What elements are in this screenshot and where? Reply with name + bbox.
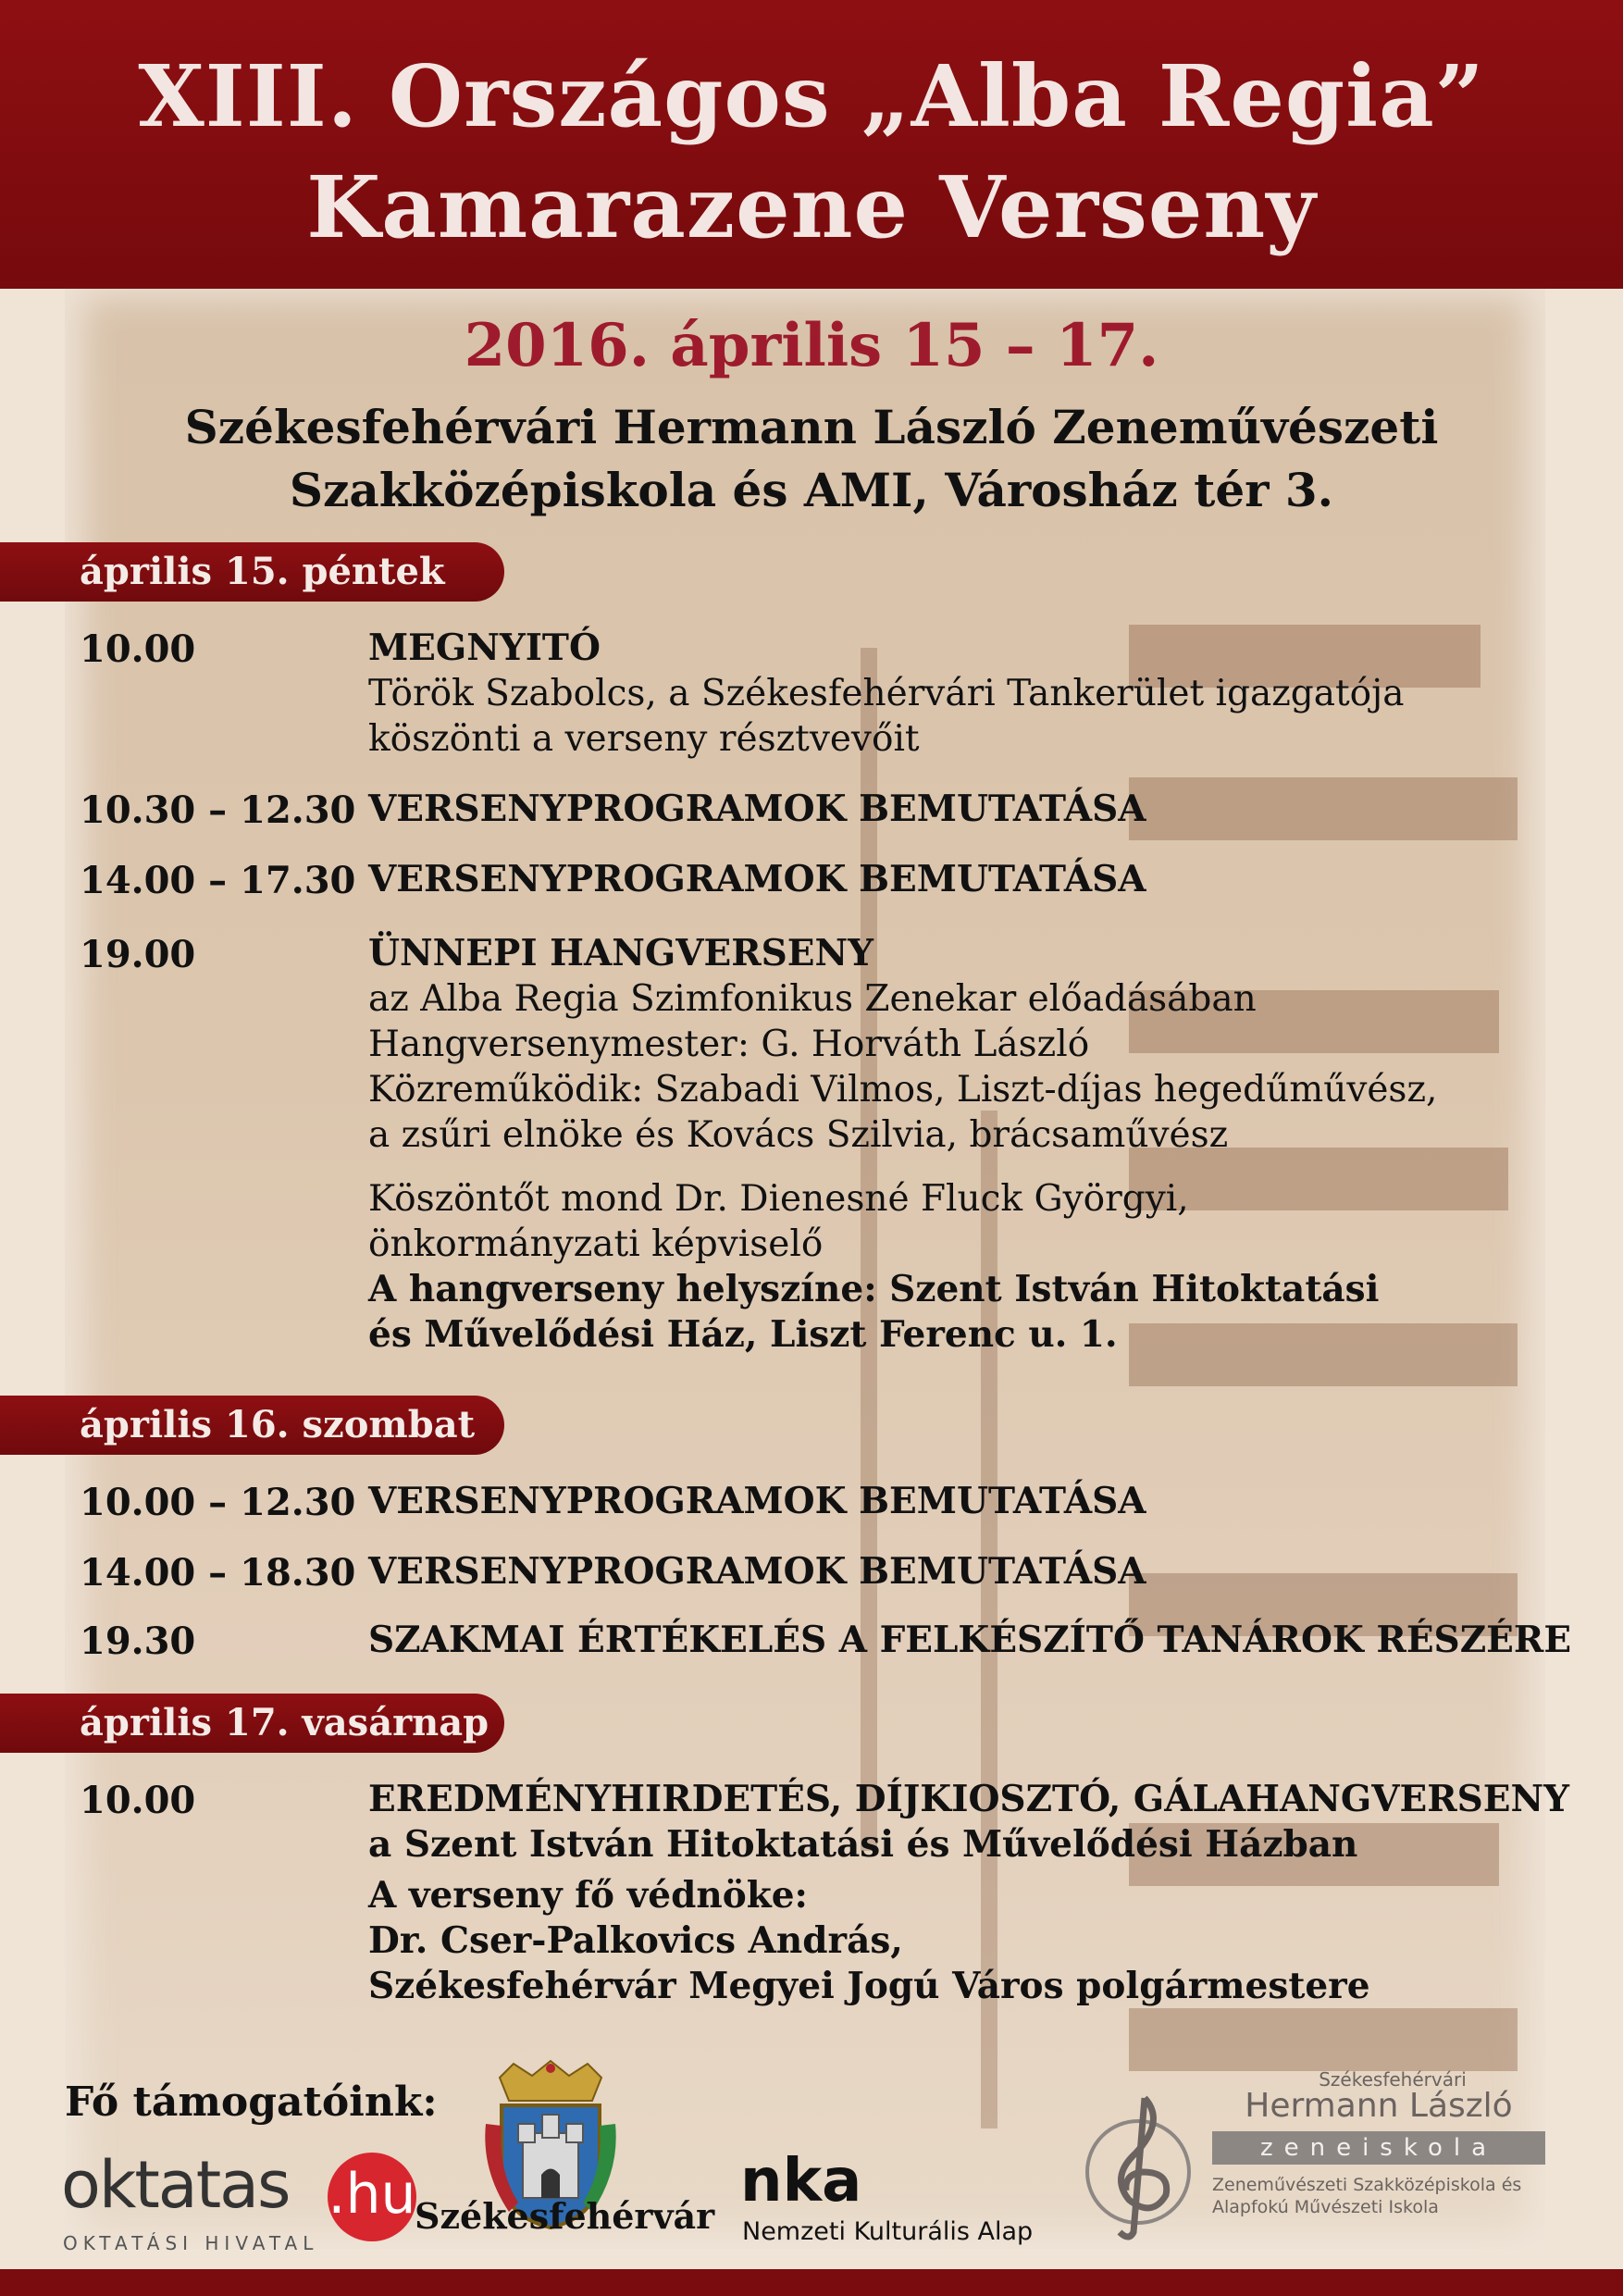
event-title: VERSENYPROGRAMOK BEMUTATÁSA xyxy=(368,1480,1146,1522)
event-title: EREDMÉNYHIRDETÉS, DÍJKIOSZTÓ, GÁLAHANGVERSENY xyxy=(368,1778,1570,1820)
event-date: 2016. április 15 – 17. xyxy=(464,311,1159,380)
school-name: Hermann László xyxy=(1245,2087,1513,2125)
event-title: VERSENYPROGRAMOK BEMUTATÁSA xyxy=(368,858,1146,900)
sponsors-title: Fő támogatóink: xyxy=(65,2079,438,2126)
event-details xyxy=(368,931,1437,1358)
nka-logo-name: Nemzeti Kulturális Alap xyxy=(742,2217,1034,2246)
event-details xyxy=(368,857,1146,902)
event-detail-line: önkormányzati képviselő xyxy=(368,1223,824,1265)
event-detail-line: Hangversenymester: G. Horváth László xyxy=(368,1024,1090,1065)
school-subtitle-line: Zeneművészeti Szakközépiskola és xyxy=(1212,2175,1522,2195)
school-logo xyxy=(1078,2068,1541,2253)
treble-clef-icon xyxy=(1078,2079,1198,2241)
event-details xyxy=(368,1479,1146,1524)
event-time: 10.00 – 12.30 xyxy=(80,1481,356,1524)
oktatas-logo-text: oktatas xyxy=(61,2147,290,2223)
event-location-line: A hangverseny helyszíne: Szent István Hitoktatási xyxy=(368,1268,1380,1310)
oktatas-logo-dot: .hu xyxy=(328,2153,416,2241)
event-time: 10.00 xyxy=(80,627,196,671)
day-label-sunday: április 17. vasárnap xyxy=(0,1694,504,1753)
event-title: VERSENYPROGRAMOK BEMUTATÁSA xyxy=(368,1550,1146,1593)
event-time: 14.00 – 17.30 xyxy=(80,859,356,902)
oktatas-logo xyxy=(61,2147,416,2254)
nka-logo xyxy=(740,2147,1046,2246)
patron-line: A verseny fő védnöke: xyxy=(368,1874,808,1917)
event-time: 19.00 xyxy=(80,933,196,976)
event-title: SZAKMAI ÉRTÉKELÉS A FELKÉSZÍTŐ TANÁROK RÉSZÉRE xyxy=(368,1619,1572,1661)
event-title: VERSENYPROGRAMOK BEMUTATÁSA xyxy=(368,788,1146,830)
event-time: 19.30 xyxy=(80,1620,196,1663)
event-title: ÜNNEPI HANGVERSENY xyxy=(368,932,874,974)
footer-bar xyxy=(0,2269,1623,2296)
school-subtitle xyxy=(1212,2174,1545,2218)
event-time: 10.30 – 12.30 xyxy=(80,788,356,832)
school-subtitle-line: Alapfokú Művészeti Iskola xyxy=(1212,2197,1439,2217)
event-detail-line: az Alba Regia Szimfonikus Zenekar előadásában xyxy=(368,978,1257,1020)
event-title: MEGNYITÓ xyxy=(368,627,601,669)
day-label-friday: április 15. péntek xyxy=(0,542,504,602)
event-details xyxy=(368,1549,1146,1595)
event-detail-line: köszönti a verseny résztvevőit xyxy=(368,718,920,760)
event-detail-line: Közreműködik: Szabadi Vilmos, Liszt-díjas hegedűművész, xyxy=(368,1069,1438,1111)
day-label-saturday: április 16. szombat xyxy=(0,1396,504,1455)
event-title: XIII. Országos „Alba Regia” xyxy=(138,46,1485,146)
patron-line: Székesfehérvár Megyei Jogú Város polgármestere xyxy=(368,1965,1370,2007)
event-detail-line: Török Szabolcs, a Székesfehérvári Tankerület igazgatója xyxy=(368,673,1405,714)
school-city: Székesfehérvári xyxy=(1319,2068,1467,2091)
event-location-line: és Művelődési Ház, Liszt Ferenc u. 1. xyxy=(368,1313,1118,1356)
city-name: Székesfehérvár xyxy=(415,2195,715,2237)
venue-line: Székesfehérvári Hermann László Zeneművészeti xyxy=(184,400,1439,454)
oktatas-logo-subtitle: OKTATÁSI HIVATAL xyxy=(63,2232,319,2254)
event-time: 14.00 – 18.30 xyxy=(80,1551,356,1595)
patron-line: Dr. Cser-Palkovics András, xyxy=(368,1919,903,1962)
venue-line: Szakközépiskola és AMI, Városház tér 3. xyxy=(289,463,1334,517)
event-details xyxy=(368,787,1146,832)
nka-logo-mark: nka xyxy=(740,2147,862,2215)
event-title: Kamarazene Verseny xyxy=(306,157,1317,257)
event-location-line: a Szent István Hitoktatási és Művelődési Házban xyxy=(368,1823,1358,1866)
event-details xyxy=(368,626,1405,762)
event-time: 10.00 xyxy=(80,1779,196,1822)
event-details xyxy=(368,1618,1571,1663)
event-details xyxy=(368,1777,1569,2009)
event-detail-line: Köszöntőt mond Dr. Dienesné Fluck Györgyi, xyxy=(368,1178,1189,1220)
event-detail-line: a zsűri elnöke és Kovács Szilvia, brácsaművész xyxy=(368,1114,1229,1156)
school-type: zeneiskola xyxy=(1212,2131,1545,2165)
